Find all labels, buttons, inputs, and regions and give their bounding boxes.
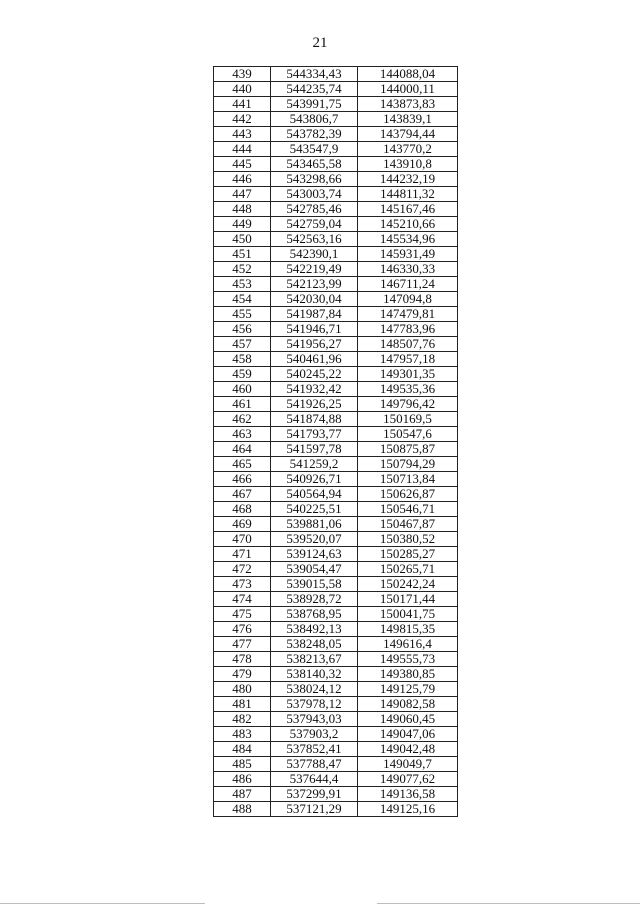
- table-row: [214, 442, 458, 457]
- y-coordinate-cell: 149125,79: [358, 682, 458, 697]
- x-coordinate-cell: 538140,32: [271, 667, 358, 682]
- table-row: [214, 157, 458, 172]
- point-number-cell: 451: [214, 247, 271, 262]
- x-coordinate-cell: 544334,43: [271, 67, 358, 82]
- point-number-cell: 487: [214, 787, 271, 802]
- x-coordinate-cell: 541987,84: [271, 307, 358, 322]
- x-coordinate-cell: 541926,25: [271, 397, 358, 412]
- table-row: [214, 757, 458, 772]
- point-number-cell: 474: [214, 592, 271, 607]
- point-number-cell: 476: [214, 622, 271, 637]
- x-coordinate-cell: 540225,51: [271, 502, 358, 517]
- table-row: [214, 577, 458, 592]
- x-coordinate-cell: 537852,41: [271, 742, 358, 757]
- point-number-cell: 442: [214, 112, 271, 127]
- y-coordinate-cell: 146330,33: [358, 262, 458, 277]
- y-coordinate-cell: 147783,96: [358, 322, 458, 337]
- y-coordinate-cell: 150171,44: [358, 592, 458, 607]
- y-coordinate-cell: 150265,71: [358, 562, 458, 577]
- x-coordinate-cell: 542123,99: [271, 277, 358, 292]
- table-row: [214, 217, 458, 232]
- y-coordinate-cell: 147957,18: [358, 352, 458, 367]
- x-coordinate-cell: 543298,66: [271, 172, 358, 187]
- coordinates-table: [213, 66, 458, 817]
- x-coordinate-cell: 543465,58: [271, 157, 358, 172]
- point-number-cell: 441: [214, 97, 271, 112]
- x-coordinate-cell: 538213,67: [271, 652, 358, 667]
- table-row: [214, 802, 458, 817]
- x-coordinate-cell: 540461,96: [271, 352, 358, 367]
- y-coordinate-cell: 149136,58: [358, 787, 458, 802]
- x-coordinate-cell: 539015,58: [271, 577, 358, 592]
- point-number-cell: 466: [214, 472, 271, 487]
- point-number-cell: 456: [214, 322, 271, 337]
- table-row: [214, 382, 458, 397]
- x-coordinate-cell: 538248,05: [271, 637, 358, 652]
- x-coordinate-cell: 541932,42: [271, 382, 358, 397]
- x-coordinate-cell: 544235,74: [271, 82, 358, 97]
- table-row: [214, 562, 458, 577]
- x-coordinate-cell: 537788,47: [271, 757, 358, 772]
- table-row: [214, 292, 458, 307]
- x-coordinate-cell: 541956,27: [271, 337, 358, 352]
- y-coordinate-cell: 149555,73: [358, 652, 458, 667]
- y-coordinate-cell: 149616,4: [358, 637, 458, 652]
- y-coordinate-cell: 144000,11: [358, 82, 458, 97]
- table-row: [214, 742, 458, 757]
- table-row: [214, 712, 458, 727]
- point-number-cell: 444: [214, 142, 271, 157]
- y-coordinate-cell: 143770,2: [358, 142, 458, 157]
- table-row: [214, 427, 458, 442]
- table-row: [214, 97, 458, 112]
- y-coordinate-cell: 143873,83: [358, 97, 458, 112]
- table-row: [214, 502, 458, 517]
- point-number-cell: 450: [214, 232, 271, 247]
- x-coordinate-cell: 537121,29: [271, 802, 358, 817]
- y-coordinate-cell: 149815,35: [358, 622, 458, 637]
- table-row: [214, 307, 458, 322]
- point-number-cell: 478: [214, 652, 271, 667]
- table-row: [214, 82, 458, 97]
- point-number-cell: 482: [214, 712, 271, 727]
- x-coordinate-cell: 538024,12: [271, 682, 358, 697]
- table-row: [214, 682, 458, 697]
- y-coordinate-cell: 148507,76: [358, 337, 458, 352]
- table-row: [214, 247, 458, 262]
- point-number-cell: 477: [214, 637, 271, 652]
- table-row: [214, 517, 458, 532]
- point-number-cell: 471: [214, 547, 271, 562]
- y-coordinate-cell: 150285,27: [358, 547, 458, 562]
- y-coordinate-cell: 144088,04: [358, 67, 458, 82]
- table-row: [214, 202, 458, 217]
- point-number-cell: 461: [214, 397, 271, 412]
- y-coordinate-cell: 145167,46: [358, 202, 458, 217]
- point-number-cell: 446: [214, 172, 271, 187]
- point-number-cell: 445: [214, 157, 271, 172]
- x-coordinate-cell: 538492,13: [271, 622, 358, 637]
- table-row: [214, 667, 458, 682]
- x-coordinate-cell: 543991,75: [271, 97, 358, 112]
- point-number-cell: 453: [214, 277, 271, 292]
- y-coordinate-cell: 150546,71: [358, 502, 458, 517]
- table-row: [214, 457, 458, 472]
- x-coordinate-cell: 538928,72: [271, 592, 358, 607]
- table-row: [214, 772, 458, 787]
- y-coordinate-cell: 149077,62: [358, 772, 458, 787]
- point-number-cell: 455: [214, 307, 271, 322]
- table-row: [214, 412, 458, 427]
- x-coordinate-cell: 543782,39: [271, 127, 358, 142]
- y-coordinate-cell: 150626,87: [358, 487, 458, 502]
- y-coordinate-cell: 146711,24: [358, 277, 458, 292]
- table-row: [214, 727, 458, 742]
- y-coordinate-cell: 149082,58: [358, 697, 458, 712]
- point-number-cell: 485: [214, 757, 271, 772]
- point-number-cell: 447: [214, 187, 271, 202]
- x-coordinate-cell: 541793,77: [271, 427, 358, 442]
- page-number: 21: [312, 35, 328, 51]
- x-coordinate-cell: 541946,71: [271, 322, 358, 337]
- point-number-cell: 480: [214, 682, 271, 697]
- point-number-cell: 454: [214, 292, 271, 307]
- point-number-cell: 440: [214, 82, 271, 97]
- x-coordinate-cell: 539054,47: [271, 562, 358, 577]
- point-number-cell: 439: [214, 67, 271, 82]
- y-coordinate-cell: 149060,45: [358, 712, 458, 727]
- y-coordinate-cell: 150380,52: [358, 532, 458, 547]
- table-row: [214, 607, 458, 622]
- table-row: [214, 172, 458, 187]
- point-number-cell: 488: [214, 802, 271, 817]
- x-coordinate-cell: 537943,03: [271, 712, 358, 727]
- y-coordinate-cell: 145534,96: [358, 232, 458, 247]
- x-coordinate-cell: 540245,22: [271, 367, 358, 382]
- y-coordinate-cell: 150547,6: [358, 427, 458, 442]
- y-coordinate-cell: 149125,16: [358, 802, 458, 817]
- table-row: [214, 487, 458, 502]
- table-row: [214, 187, 458, 202]
- table-row: [214, 622, 458, 637]
- point-number-cell: 449: [214, 217, 271, 232]
- table-row: [214, 532, 458, 547]
- table-row: [214, 652, 458, 667]
- x-coordinate-cell: 542785,46: [271, 202, 358, 217]
- y-coordinate-cell: 149049,7: [358, 757, 458, 772]
- table-row: [214, 127, 458, 142]
- x-coordinate-cell: 542030,04: [271, 292, 358, 307]
- x-coordinate-cell: 542390,1: [271, 247, 358, 262]
- x-coordinate-cell: 542219,49: [271, 262, 358, 277]
- x-coordinate-cell: 539124,63: [271, 547, 358, 562]
- table-row: [214, 697, 458, 712]
- point-number-cell: 468: [214, 502, 271, 517]
- table-row: [214, 397, 458, 412]
- table-row: [214, 637, 458, 652]
- y-coordinate-cell: 149796,42: [358, 397, 458, 412]
- x-coordinate-cell: 537299,91: [271, 787, 358, 802]
- table-row: [214, 337, 458, 352]
- point-number-cell: 458: [214, 352, 271, 367]
- y-coordinate-cell: 150041,75: [358, 607, 458, 622]
- x-coordinate-cell: 543806,7: [271, 112, 358, 127]
- table-row: [214, 592, 458, 607]
- x-coordinate-cell: 537978,12: [271, 697, 358, 712]
- table-row: [214, 322, 458, 337]
- table-row: [214, 472, 458, 487]
- point-number-cell: 460: [214, 382, 271, 397]
- table-row: [214, 262, 458, 277]
- x-coordinate-cell: 538768,95: [271, 607, 358, 622]
- point-number-cell: 472: [214, 562, 271, 577]
- x-coordinate-cell: 540926,71: [271, 472, 358, 487]
- y-coordinate-cell: 149380,85: [358, 667, 458, 682]
- point-number-cell: 457: [214, 337, 271, 352]
- point-number-cell: 479: [214, 667, 271, 682]
- point-number-cell: 462: [214, 412, 271, 427]
- y-coordinate-cell: 147094,8: [358, 292, 458, 307]
- x-coordinate-cell: 541874,88: [271, 412, 358, 427]
- x-coordinate-cell: 539881,06: [271, 517, 358, 532]
- y-coordinate-cell: 147479,81: [358, 307, 458, 322]
- x-coordinate-cell: 543003,74: [271, 187, 358, 202]
- point-number-cell: 483: [214, 727, 271, 742]
- y-coordinate-cell: 143794,44: [358, 127, 458, 142]
- y-coordinate-cell: 145931,49: [358, 247, 458, 262]
- y-coordinate-cell: 149047,06: [358, 727, 458, 742]
- point-number-cell: 465: [214, 457, 271, 472]
- x-coordinate-cell: 541597,78: [271, 442, 358, 457]
- point-number-cell: 473: [214, 577, 271, 592]
- y-coordinate-cell: 149301,35: [358, 367, 458, 382]
- y-coordinate-cell: 149535,36: [358, 382, 458, 397]
- y-coordinate-cell: 143839,1: [358, 112, 458, 127]
- y-coordinate-cell: 144811,32: [358, 187, 458, 202]
- point-number-cell: 452: [214, 262, 271, 277]
- scan-edge-line-left: [0, 903, 205, 904]
- point-number-cell: 475: [214, 607, 271, 622]
- y-coordinate-cell: 143910,8: [358, 157, 458, 172]
- y-coordinate-cell: 150713,84: [358, 472, 458, 487]
- x-coordinate-cell: 541259,2: [271, 457, 358, 472]
- point-number-cell: 463: [214, 427, 271, 442]
- y-coordinate-cell: 149042,48: [358, 742, 458, 757]
- point-number-cell: 486: [214, 772, 271, 787]
- table-row: [214, 67, 458, 82]
- x-coordinate-cell: 543547,9: [271, 142, 358, 157]
- y-coordinate-cell: 150467,87: [358, 517, 458, 532]
- y-coordinate-cell: 150794,29: [358, 457, 458, 472]
- point-number-cell: 470: [214, 532, 271, 547]
- x-coordinate-cell: 542759,04: [271, 217, 358, 232]
- x-coordinate-cell: 539520,07: [271, 532, 358, 547]
- table-row: [214, 352, 458, 367]
- point-number-cell: 464: [214, 442, 271, 457]
- point-number-cell: 484: [214, 742, 271, 757]
- table-row: [214, 232, 458, 247]
- table-row: [214, 367, 458, 382]
- table-row: [214, 112, 458, 127]
- point-number-cell: 448: [214, 202, 271, 217]
- coordinates-table-body: [214, 67, 458, 817]
- point-number-cell: 459: [214, 367, 271, 382]
- table-row: [214, 277, 458, 292]
- point-number-cell: 443: [214, 127, 271, 142]
- point-number-cell: 467: [214, 487, 271, 502]
- x-coordinate-cell: 540564,94: [271, 487, 358, 502]
- point-number-cell: 481: [214, 697, 271, 712]
- table-row: [214, 547, 458, 562]
- x-coordinate-cell: 542563,16: [271, 232, 358, 247]
- point-number-cell: 469: [214, 517, 271, 532]
- y-coordinate-cell: 144232,19: [358, 172, 458, 187]
- scan-edge-line-right: [377, 903, 640, 904]
- y-coordinate-cell: 150169,5: [358, 412, 458, 427]
- y-coordinate-cell: 150242,24: [358, 577, 458, 592]
- y-coordinate-cell: 145210,66: [358, 217, 458, 232]
- x-coordinate-cell: 537903,2: [271, 727, 358, 742]
- table-row: [214, 787, 458, 802]
- x-coordinate-cell: 537644,4: [271, 772, 358, 787]
- table-row: [214, 142, 458, 157]
- y-coordinate-cell: 150875,87: [358, 442, 458, 457]
